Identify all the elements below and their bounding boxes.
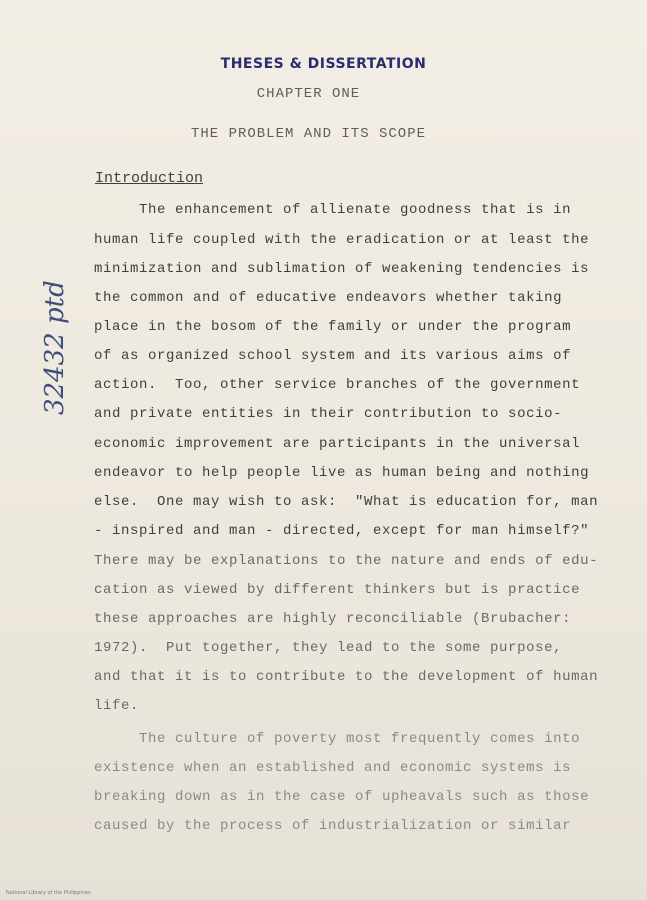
text-line: human life coupled with the eradication or at least the: [94, 232, 590, 248]
chapter-label: CHAPTER ONE: [256, 86, 361, 102]
text-line: action. Too, other service branches of the government: [94, 377, 581, 393]
text-line: and private entities in their contribution to socio-: [94, 406, 563, 422]
text-line: endeavor to help people live as human being and nothing: [94, 465, 590, 481]
text-line: caused by the process of industrialization or similar: [94, 818, 572, 834]
text-line: these approaches are highly reconciliable (Brubacher:: [94, 611, 572, 627]
text-line: of as organized school system and its various aims of: [94, 348, 572, 364]
handwritten-margin-note: 32432 ptd: [40, 280, 70, 415]
section-heading: Introduction: [95, 170, 204, 187]
text-line: The culture of poverty most frequently comes into: [94, 731, 581, 747]
text-line: 1972). Put together, they lead to the some purpose,: [94, 640, 563, 656]
text-line: existence when an established and economic systems is: [94, 760, 572, 776]
theses-dissertation-stamp: THESES & DISSERTATION: [220, 56, 427, 72]
text-line: There may be explanations to the nature and ends of edu-: [94, 553, 599, 569]
footer-note: National Library of the Philippines: [6, 890, 91, 896]
text-line: and that it is to contribute to the development of human: [94, 669, 599, 685]
text-line: minimization and sublimation of weakening tendencies is: [94, 261, 590, 277]
chapter-title: THE PROBLEM AND ITS SCOPE: [190, 126, 427, 142]
text-line: else. One may wish to ask: "What is education for, man: [94, 494, 599, 510]
text-line: cation as viewed by different thinkers but is practice: [94, 582, 581, 598]
text-line: life.: [94, 698, 140, 714]
text-line: place in the bosom of the family or under the program: [94, 319, 572, 335]
text-line: - inspired and man - directed, except for man himself?": [94, 523, 590, 539]
text-line: The enhancement of allienate goodness that is in: [94, 202, 572, 218]
text-line: economic improvement are participants in the universal: [94, 436, 581, 452]
text-line: breaking down as in the case of upheavals such as those: [94, 789, 590, 805]
text-line: the common and of educative endeavors whether taking: [94, 290, 563, 306]
